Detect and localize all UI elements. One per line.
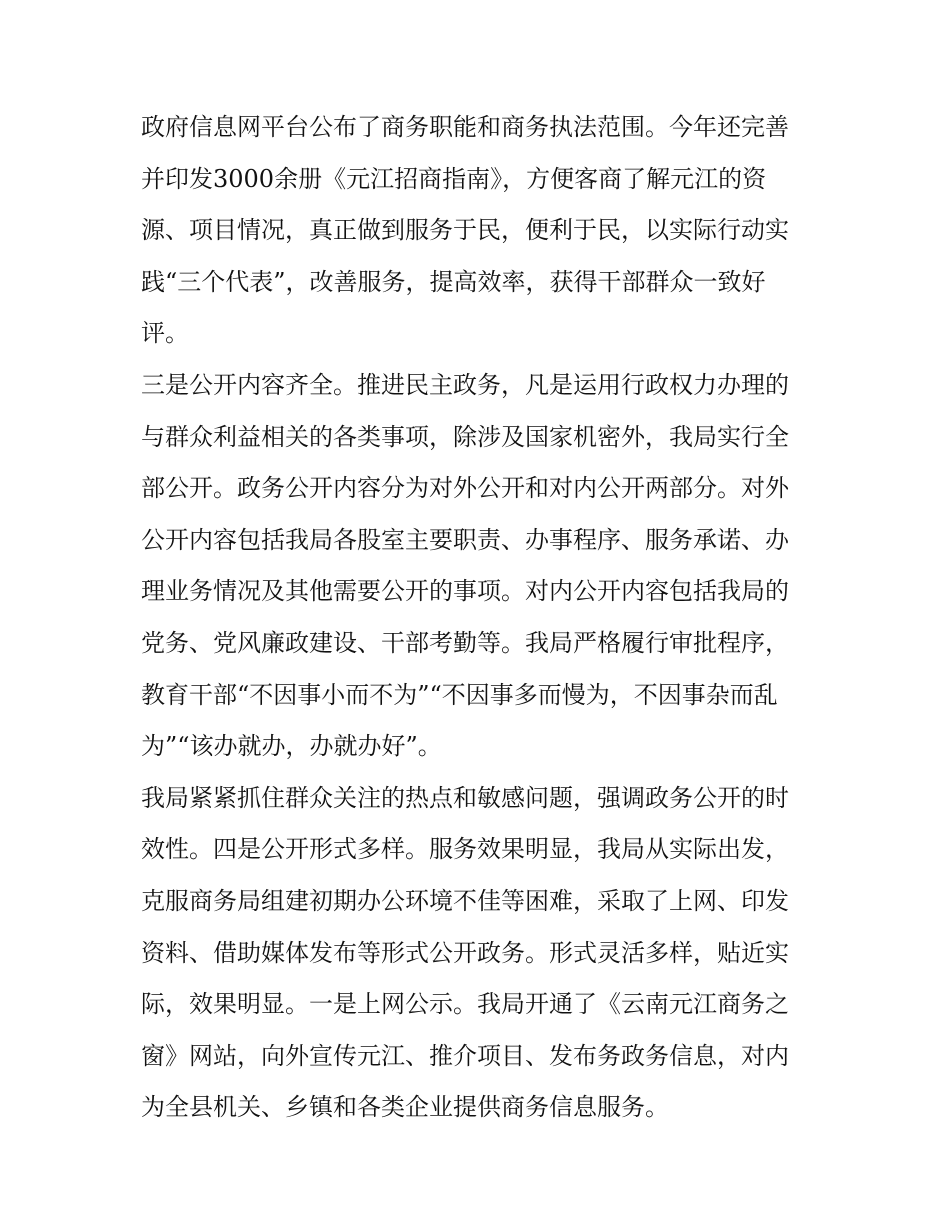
text-line: 教育干部“不因事小而不为”“不因事多而慢为，不因事杂而乱: [141, 680, 778, 709]
text-line: 源、项目情况，真正做到服务于民，便利于民，以实际行动实: [141, 216, 789, 245]
text-line: 与群众利益相关的各类事项，除涉及国家机密外，我局实行全: [141, 422, 789, 451]
text-line: 评。: [141, 319, 189, 348]
text-line: 窗》网站，向外宣传元江、推介项目、发布务政务信息，对内: [141, 1041, 789, 1070]
text-line: 践“三个代表”，改善服务，提高效率，获得干部群众一致好: [141, 267, 766, 296]
text-line: 三是公开内容齐全。推进民主政务，凡是运用行政权力办理的: [141, 370, 789, 399]
document-body: [141, 102, 821, 1134]
text-line: 党务、党风廉政建设、干部考勤等。我局严格履行审批程序，: [141, 628, 789, 657]
text-line: 并印发3000余册《元江招商指南》，方便客商了解元江的资: [141, 164, 767, 193]
paragraph-3: [141, 773, 821, 1134]
paragraph-1: [141, 102, 821, 360]
text-line: 政府信息网平台公布了商务职能和商务执法范围。今年还完善: [141, 113, 789, 141]
text-line: 公开内容包括我局各股室主要职责、办事程序、服务承诺、办: [141, 525, 789, 554]
text-line: 为”“该办就办，办就办好”。: [141, 732, 442, 761]
text-line: 效性。四是公开形式多样。服务效果明显，我局从实际出发，: [141, 835, 789, 864]
text-line: 际，效果明显。一是上网公示。我局开通了《云南元江商务之: [141, 990, 789, 1019]
text-line: 理业务情况及其他需要公开的事项。对内公开内容包括我局的: [141, 577, 789, 606]
text-line: 我局紧紧抓住群众关注的热点和敏感问题，强调政务公开的时: [141, 783, 789, 812]
text-line: 克服商务局组建初期办公环境不佳等困难，采取了上网、印发: [141, 886, 789, 915]
text-line: 为全县机关、乡镇和各类企业提供商务信息服务。: [141, 1093, 669, 1122]
text-line: 资料、借助媒体发布等形式公开政务。形式灵活多样，贴近实: [141, 938, 789, 967]
paragraph-2: [141, 360, 821, 773]
text-line: 部公开。政务公开内容分为对外公开和对内公开两部分。对外: [141, 474, 789, 503]
